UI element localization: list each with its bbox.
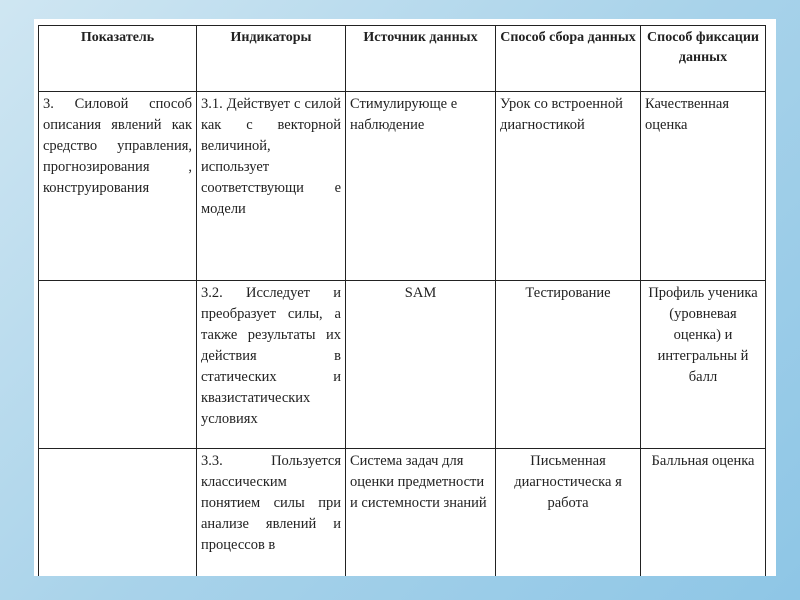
- table-cell: Урок со встроенной диагностикой: [496, 92, 641, 281]
- table-cell: Качественная оценка: [641, 92, 766, 281]
- header-cell: Индикаторы: [197, 26, 346, 92]
- table-cell: [39, 449, 197, 577]
- table-cell: 3.2. Исследует и преобразует силы, а также результаты их действия в статических и квазистатических условиях: [197, 281, 346, 449]
- table-cell: 3. Силовой способ описания явлений как средство управления, прогнозирования , конструирования: [39, 92, 197, 281]
- header-cell: Источник данных: [346, 26, 496, 92]
- table-cell: Система задач для оценки предметности и системности знаний: [346, 449, 496, 577]
- table-row: [39, 449, 766, 577]
- table-cell: Письменная диагностическа я работа: [496, 449, 641, 577]
- table-cell: 3.1. Действует с силой как с векторной величиной, использует соответствующи е модели: [197, 92, 346, 281]
- slide: [34, 19, 776, 576]
- header-cell: Показатель: [39, 26, 197, 92]
- table-row: [39, 92, 766, 281]
- table-row: [39, 281, 766, 449]
- table-cell: 3.3. Пользуется классическим понятием силы при анализе явлений и процессов в: [197, 449, 346, 577]
- table-cell: Профиль ученика (уровневая оценка) и интегральны й балл: [641, 281, 766, 449]
- table-header-row: [39, 26, 766, 92]
- header-cell: Способ фиксации данных: [641, 26, 766, 92]
- table-cell: SAM: [346, 281, 496, 449]
- table-cell: Тестирование: [496, 281, 641, 449]
- header-cell: Способ сбора данных: [496, 26, 641, 92]
- table-cell: Стимулирующе е наблюдение: [346, 92, 496, 281]
- table-cell: [39, 281, 197, 449]
- indicators-table: [38, 25, 766, 576]
- table-cell: Балльная оценка: [641, 449, 766, 577]
